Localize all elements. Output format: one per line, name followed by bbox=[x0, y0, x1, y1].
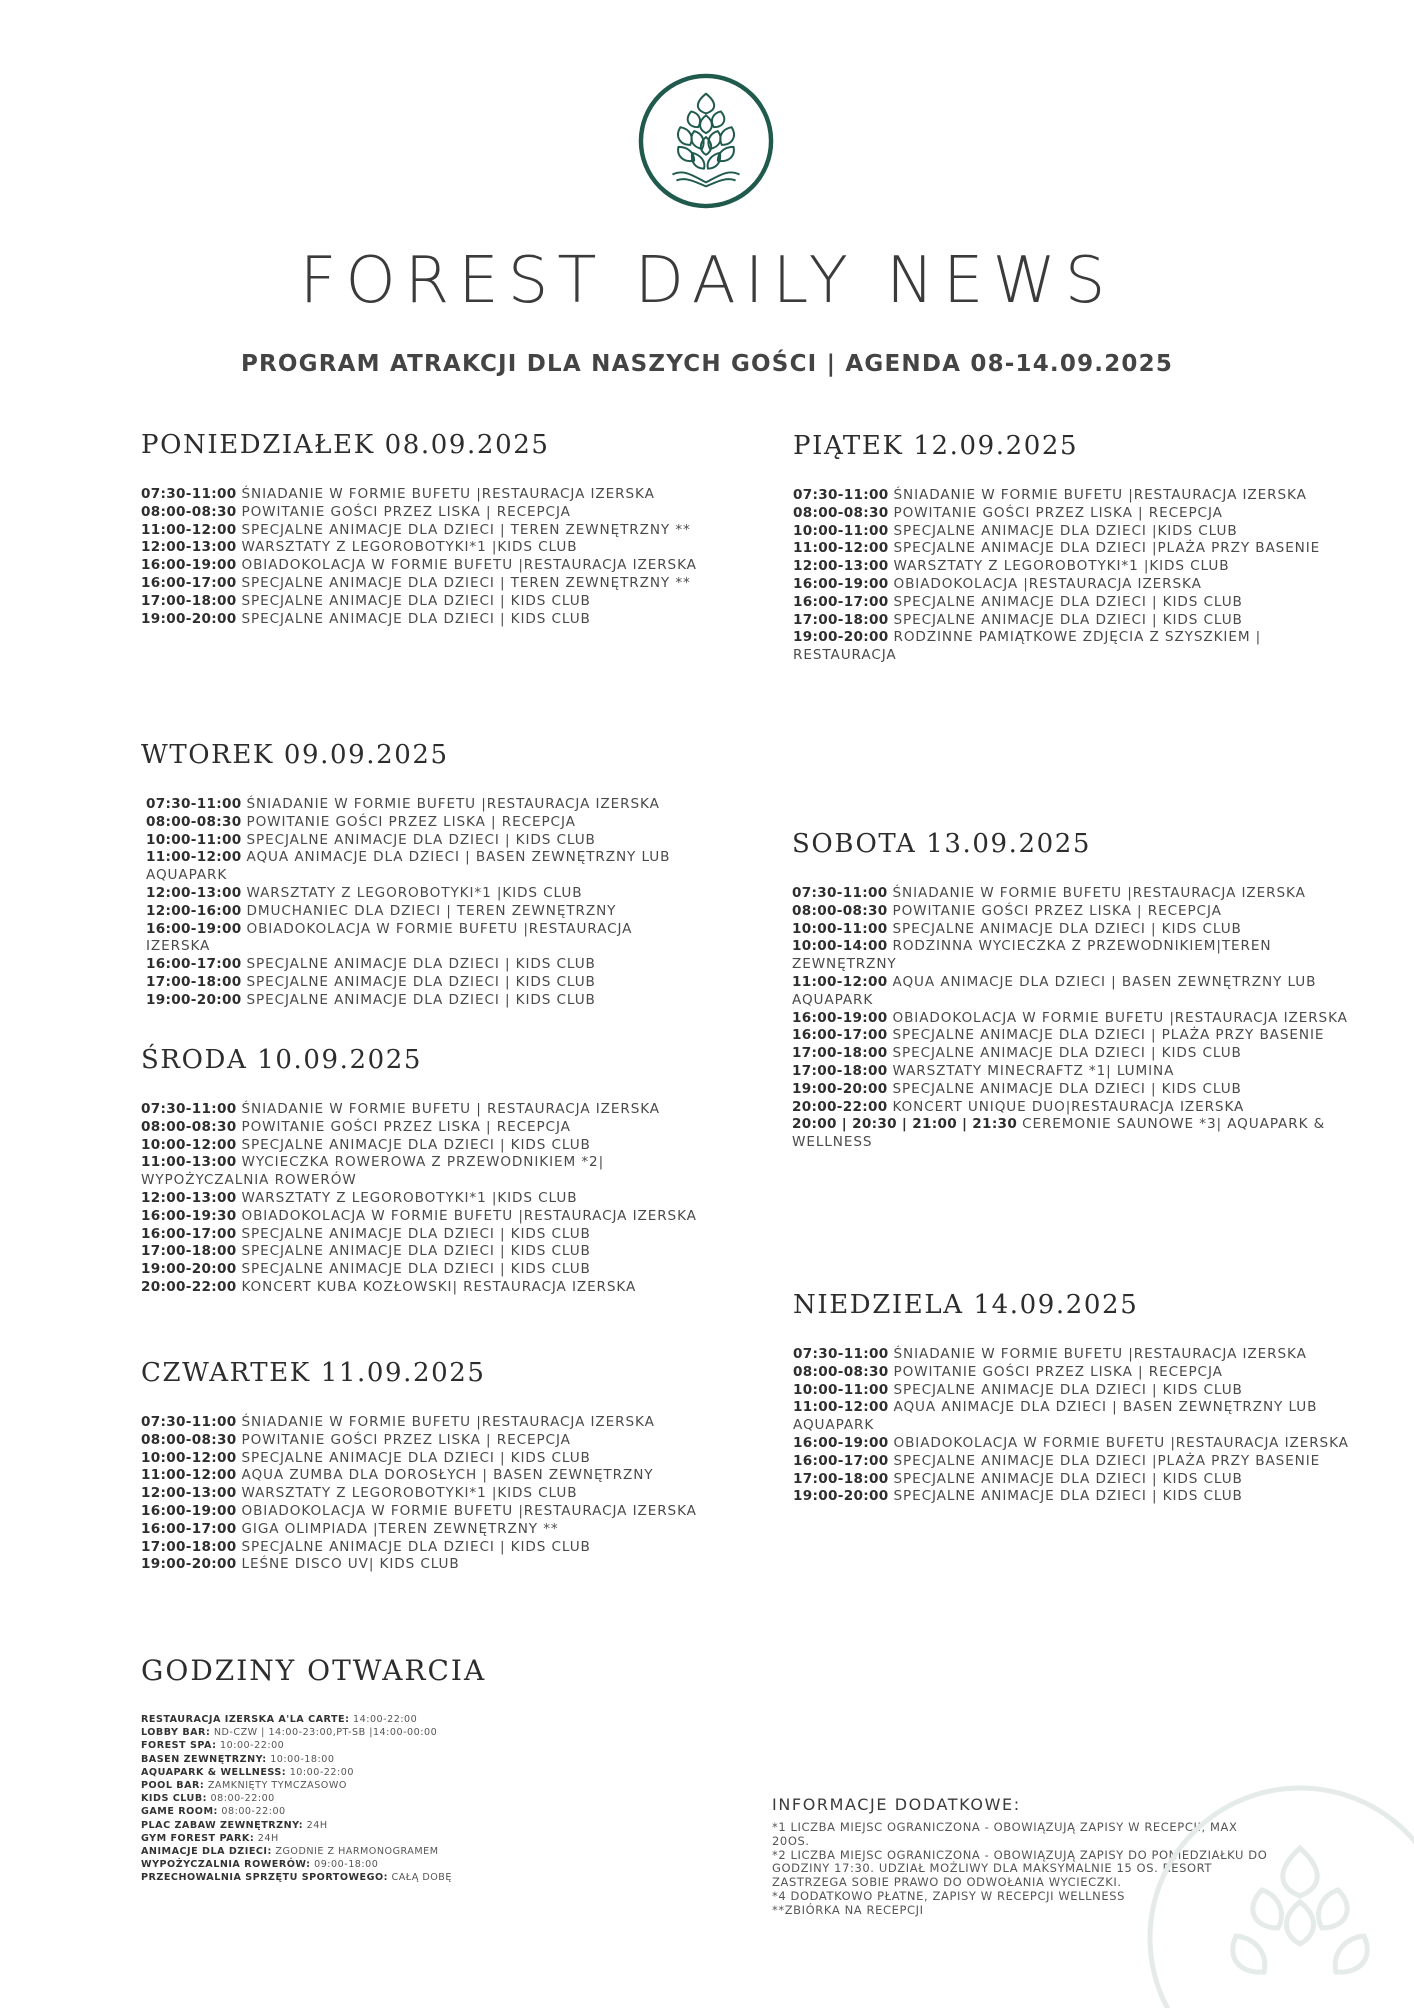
entry-time: 20:00 | 20:30 | 21:00 | 21:30 bbox=[792, 1116, 1018, 1133]
venue-name: BASEN ZEWNĘTRZNY: bbox=[141, 1753, 267, 1765]
opening-hours-item bbox=[141, 1832, 661, 1845]
day-monday bbox=[141, 430, 701, 628]
entry-text: OBIADOKOLACJA W FORMIE BUFETU |RESTAURACJA IZERSKA bbox=[241, 1207, 697, 1224]
schedule-entry bbox=[141, 1556, 701, 1574]
entry-time: 11:00-12:00 bbox=[146, 849, 242, 866]
schedule-entry bbox=[141, 1432, 701, 1450]
schedule-entry bbox=[793, 505, 1353, 523]
info-note: *2 LICZBA MIEJSC OGRANICZONA - OBOWIĄZUJĄ ZAPISY DO PONIEDZIAŁKU DO GODZINY 17:30. UDZIAŁ MOŻLIWY DLA MAKSYMALNIE 15 OS. RESORT ZASTRZEGA SOBIE PRAWO DO ODWOŁANIA WYCIECZKI. bbox=[772, 1847, 1268, 1890]
schedule-entry bbox=[141, 593, 701, 611]
entry-time: 19:00-20:00 bbox=[793, 629, 889, 646]
schedule-entry bbox=[792, 1045, 1352, 1063]
entry-time: 08:00-08:30 bbox=[141, 1118, 237, 1135]
entry-text: WARSZTATY Z LEGOROBOTYKI*1 |KIDS CLUB bbox=[241, 1189, 578, 1206]
schedule-entry bbox=[792, 938, 1352, 974]
venue-hours: 08:00-22:00 bbox=[210, 1793, 275, 1805]
entry-time: 17:00-18:00 bbox=[792, 1045, 888, 1062]
day-wednesday bbox=[141, 1045, 701, 1297]
opening-hours-title: GODZINY OTWARCIA bbox=[141, 1654, 487, 1687]
entry-time: 16:00-19:00 bbox=[792, 1009, 888, 1026]
schedule-entry bbox=[793, 523, 1353, 541]
day-saturday bbox=[792, 829, 1352, 1152]
venue-hours: 09:00-18:00 bbox=[314, 1859, 379, 1871]
entry-text: AQUA ANIMACJE DLA DZIECI | BASEN ZEWNĘTRZNY LUB AQUAPARK bbox=[146, 849, 671, 884]
entry-time: 07:30-11:00 bbox=[141, 486, 237, 502]
entry-text: SPECJALNE ANIMACJE DLA DZIECI | TEREN ZEWNĘTRZNY ** bbox=[241, 574, 691, 591]
entry-text: SPECJALNE ANIMACJE DLA DZIECI | KIDS CLUB bbox=[892, 920, 1242, 937]
opening-hours-item bbox=[141, 1792, 661, 1805]
schedule-entry bbox=[146, 921, 701, 957]
schedule-entry bbox=[141, 504, 701, 522]
entry-time: 10:00-12:00 bbox=[141, 1136, 237, 1153]
entry-time: 07:30-11:00 bbox=[141, 1101, 237, 1117]
entry-time: 17:00-18:00 bbox=[792, 1062, 888, 1079]
day-title: NIEDZIELA 14.09.2025 bbox=[793, 1290, 1139, 1320]
entry-text: AQUA ANIMACJE DLA DZIECI | BASEN ZEWNĘTRZNY LUB AQUAPARK bbox=[792, 973, 1317, 1008]
schedule-entry bbox=[792, 1116, 1352, 1152]
day-title: CZWARTEK 11.09.2025 bbox=[141, 1358, 486, 1388]
day-title: SOBOTA 13.09.2025 bbox=[792, 829, 1092, 859]
day-title: WTOREK 09.09.2025 bbox=[141, 740, 449, 770]
venue-name: ANIMACJE DLA DZIECI: bbox=[141, 1846, 272, 1858]
venue-hours: ZAMKNIĘTY TYMCZASOWO bbox=[207, 1780, 347, 1792]
entry-text: WARSZTATY Z LEGOROBOTYKI*1 |KIDS CLUB bbox=[893, 558, 1230, 575]
entry-text: SPECJALNE ANIMACJE DLA DZIECI | KIDS CLUB bbox=[241, 610, 591, 627]
entry-time: 17:00-18:00 bbox=[141, 1243, 237, 1260]
schedule-entry bbox=[792, 974, 1352, 1010]
page-title: FOREST DAILY NEWS bbox=[299, 244, 1115, 318]
entry-text: SPECJALNE ANIMACJE DLA DZIECI | KIDS CLUB bbox=[241, 1449, 591, 1466]
entry-time: 07:30-11:00 bbox=[146, 796, 242, 812]
schedule-entry bbox=[793, 1453, 1353, 1471]
entry-text: ŚNIADANIE W FORMIE BUFETU |RESTAURACJA IZERSKA bbox=[246, 796, 660, 812]
entry-time: 16:00-17:00 bbox=[141, 1225, 237, 1242]
entry-text: SPECJALNE ANIMACJE DLA DZIECI | KIDS CLUB bbox=[893, 611, 1243, 628]
day-title: PONIEDZIAŁEK 08.09.2025 bbox=[141, 430, 550, 460]
info-note: **ZBIÓRKA NA RECEPCJI bbox=[772, 1902, 924, 1917]
entry-text: POWITANIE GOŚCI PRZEZ LISKA | RECEPCJA bbox=[892, 902, 1222, 919]
entry-text: KONCERT UNIQUE DUO|RESTAURACJA IZERSKA bbox=[892, 1098, 1245, 1115]
schedule-entry bbox=[793, 1471, 1353, 1489]
venue-name: FOREST SPA: bbox=[141, 1740, 217, 1752]
schedule-entry bbox=[141, 1243, 701, 1261]
entry-text: POWITANIE GOŚCI PRZEZ LISKA | RECEPCJA bbox=[241, 503, 571, 520]
entry-text: SPECJALNE ANIMACJE DLA DZIECI | KIDS CLUB bbox=[246, 831, 596, 848]
opening-hours-item bbox=[141, 1726, 661, 1739]
info-note: *4 DODATKOWO PŁATNE, ZAPISY W RECEPCJI WELLNESS bbox=[772, 1888, 1126, 1903]
entry-time: 12:00-13:00 bbox=[146, 884, 242, 901]
schedule-entry bbox=[146, 992, 701, 1010]
opening-hours-item bbox=[141, 1766, 661, 1779]
schedule-list bbox=[146, 796, 701, 1010]
venue-name: GAME ROOM: bbox=[141, 1806, 218, 1818]
schedule-entry bbox=[146, 796, 701, 814]
schedule-entry bbox=[793, 1346, 1353, 1364]
schedule-list bbox=[141, 1101, 701, 1297]
opening-hours-item bbox=[141, 1845, 661, 1858]
day-friday bbox=[793, 431, 1353, 665]
schedule-entry bbox=[793, 487, 1353, 505]
entry-text: WARSZTATY Z LEGOROBOTYKI*1 |KIDS CLUB bbox=[241, 539, 578, 556]
entry-time: 19:00-20:00 bbox=[792, 1080, 888, 1097]
schedule-entry bbox=[141, 1503, 701, 1521]
entry-time: 11:00-12:00 bbox=[792, 973, 888, 990]
entry-text: OBIADOKOLACJA W FORMIE BUFETU |RESTAURACJA IZERSKA bbox=[146, 920, 633, 955]
venue-hours: 08:00-22:00 bbox=[221, 1806, 286, 1818]
schedule-entry bbox=[141, 1485, 701, 1503]
entry-time: 19:00-20:00 bbox=[146, 991, 242, 1008]
entry-time: 12:00-13:00 bbox=[141, 1485, 237, 1502]
opening-hours-item bbox=[141, 1779, 661, 1792]
schedule-entry bbox=[793, 1435, 1353, 1453]
entry-time: 17:00-18:00 bbox=[793, 611, 889, 628]
venue-hours: 24H bbox=[257, 1832, 279, 1844]
entry-text: OBIADOKOLACJA W FORMIE BUFETU |RESTAURACJA IZERSKA bbox=[241, 557, 697, 574]
entry-text: SPECJALNE ANIMACJE DLA DZIECI | KIDS CLUB bbox=[893, 1381, 1243, 1398]
venue-name: RESTAURACJA IZERSKA A'LA CARTE: bbox=[141, 1714, 350, 1725]
entry-text: SPECJALNE ANIMACJE DLA DZIECI | KIDS CLUB bbox=[241, 1136, 591, 1153]
entry-text: KONCERT KUBA KOZŁOWSKI| RESTAURACJA IZERSKA bbox=[241, 1278, 637, 1295]
schedule-entry bbox=[146, 974, 701, 992]
day-title: PIĄTEK 12.09.2025 bbox=[793, 431, 1079, 461]
entry-time: 07:30-11:00 bbox=[793, 1346, 889, 1362]
entry-time: 16:00-19:00 bbox=[146, 920, 242, 937]
entry-time: 10:00-14:00 bbox=[792, 938, 888, 955]
entry-time: 19:00-20:00 bbox=[141, 1261, 237, 1278]
schedule-entry bbox=[146, 814, 701, 832]
info-note: *1 LICZBA MIEJSC OGRANICZONA - OBOWIĄZUJĄ ZAPISY W RECEPCJI, MAX 20OS. bbox=[772, 1820, 1238, 1848]
schedule-entry bbox=[141, 1450, 701, 1468]
entry-text: SPECJALNE ANIMACJE DLA DZIECI | KIDS CLUB bbox=[892, 1045, 1242, 1062]
entry-text: SPECJALNE ANIMACJE DLA DZIECI | KIDS CLUB bbox=[241, 592, 591, 609]
entry-time: 08:00-08:30 bbox=[141, 503, 237, 520]
schedule-entry bbox=[792, 921, 1352, 939]
day-tuesday bbox=[141, 740, 701, 1010]
schedule-entry bbox=[141, 1208, 701, 1226]
opening-hours-item bbox=[141, 1871, 661, 1884]
venue-name: KIDS CLUB: bbox=[141, 1793, 207, 1805]
entry-text: ŚNIADANIE W FORMIE BUFETU |RESTAURACJA IZERSKA bbox=[892, 885, 1306, 901]
entry-text: OBIADOKOLACJA W FORMIE BUFETU |RESTAURACJA IZERSKA bbox=[893, 1434, 1349, 1451]
schedule-entry bbox=[146, 832, 701, 850]
schedule-entry bbox=[792, 1099, 1352, 1117]
entry-text: WARSZTATY MINECRAFTZ *1| LUMINA bbox=[892, 1062, 1175, 1079]
schedule-entry bbox=[793, 1399, 1353, 1435]
schedule-entry bbox=[146, 956, 701, 974]
entry-text: WARSZTATY Z LEGOROBOTYKI*1 |KIDS CLUB bbox=[246, 884, 583, 901]
venue-hours: 14:00-22:00 bbox=[353, 1714, 418, 1725]
schedule-entry bbox=[793, 540, 1353, 558]
entry-time: 07:30-11:00 bbox=[793, 487, 889, 503]
entry-time: 17:00-18:00 bbox=[793, 1470, 889, 1487]
entry-time: 17:00-18:00 bbox=[141, 592, 237, 609]
opening-hours-item bbox=[141, 1819, 661, 1832]
page-subtitle: PROGRAM ATRAKCJI DLA NASZYCH GOŚCI | AGENDA 08-14.09.2025 bbox=[240, 351, 1174, 377]
entry-text: POWITANIE GOŚCI PRZEZ LISKA | RECEPCJA bbox=[241, 1118, 571, 1135]
schedule-entry bbox=[141, 1226, 701, 1244]
entry-time: 16:00-17:00 bbox=[146, 956, 242, 973]
entry-text: SPECJALNE ANIMACJE DLA DZIECI | KIDS CLUB bbox=[246, 973, 596, 990]
entry-time: 08:00-08:30 bbox=[793, 504, 889, 521]
schedule-list bbox=[141, 486, 701, 628]
entry-time: 12:00-13:00 bbox=[793, 558, 889, 575]
schedule-entry bbox=[141, 1101, 701, 1119]
entry-time: 12:00-13:00 bbox=[141, 1189, 237, 1206]
entry-text: SPECJALNE ANIMACJE DLA DZIECI |PLAŻA PRZY BASENIE bbox=[893, 1452, 1321, 1469]
opening-hours-item bbox=[141, 1805, 661, 1818]
entry-text: SPECJALNE ANIMACJE DLA DZIECI | KIDS CLUB bbox=[246, 991, 596, 1008]
schedule-entry bbox=[793, 594, 1353, 612]
venue-hours: ND-CZW | 14:00-23:00,PT-SB |14:00-00:00 bbox=[213, 1727, 438, 1739]
schedule-entry bbox=[793, 558, 1353, 576]
venue-name: AQUAPARK & WELLNESS: bbox=[141, 1766, 287, 1778]
schedule-list bbox=[793, 1346, 1353, 1506]
schedule-entry bbox=[141, 1414, 701, 1432]
entry-time: 12:00-13:00 bbox=[141, 539, 237, 556]
schedule-entry bbox=[141, 1154, 701, 1190]
venue-name: PRZECHOWALNIA SPRZĘTU SPORTOWEGO: bbox=[141, 1872, 388, 1884]
schedule-entry bbox=[146, 849, 701, 885]
entry-text: ŚNIADANIE W FORMIE BUFETU |RESTAURACJA IZERSKA bbox=[893, 487, 1307, 503]
entry-text: SPECJALNE ANIMACJE DLA DZIECI | KIDS CLUB bbox=[241, 1538, 591, 1555]
opening-hours bbox=[141, 1654, 661, 1885]
entry-time: 10:00-11:00 bbox=[146, 831, 242, 848]
entry-text: SPECJALNE ANIMACJE DLA DZIECI |PLAŻA PRZY BASENIE bbox=[893, 540, 1321, 557]
schedule-entry bbox=[141, 1137, 701, 1155]
entry-text: POWITANIE GOŚCI PRZEZ LISKA | RECEPCJA bbox=[893, 1363, 1223, 1380]
entry-text: CEREMONIE SAUNOWE *3| AQUAPARK & WELLNESS bbox=[792, 1116, 1326, 1151]
entry-text: SPECJALNE ANIMACJE DLA DZIECI | KIDS CLUB bbox=[241, 1243, 591, 1260]
entry-text: SPECJALNE ANIMACJE DLA DZIECI | TEREN ZEWNĘTRZNY ** bbox=[241, 521, 691, 538]
entry-text: AQUA ZUMBA DLA DOROSŁYCH | BASEN ZEWNĘTRZNY bbox=[241, 1467, 654, 1484]
venue-name: PLAC ZABAW ZEWNĘTRZNY: bbox=[141, 1819, 304, 1831]
entry-text: OBIADOKOLACJA W FORMIE BUFETU |RESTAURACJA IZERSKA bbox=[892, 1009, 1348, 1026]
venue-hours: 10:00-22:00 bbox=[220, 1740, 285, 1752]
pinecone-logo-icon bbox=[637, 72, 775, 210]
entry-text: RODZINNA WYCIECZKA Z PRZEWODNIKIEM|TEREN ZEWNĘTRZNY bbox=[792, 938, 1272, 973]
entry-time: 11:00-13:00 bbox=[141, 1154, 237, 1171]
opening-hours-item bbox=[141, 1739, 661, 1752]
schedule-list bbox=[793, 487, 1353, 665]
schedule-entry bbox=[141, 575, 701, 593]
day-sunday bbox=[793, 1290, 1353, 1506]
schedule-entry bbox=[793, 629, 1353, 665]
schedule-entry bbox=[141, 486, 701, 504]
schedule-entry bbox=[141, 1119, 701, 1137]
pinecone-watermark-icon bbox=[1140, 1768, 1414, 2008]
opening-hours-item bbox=[141, 1713, 661, 1726]
venue-name: WYPOŻYCZALNIA ROWERÓW: bbox=[141, 1859, 311, 1871]
entry-text: GIGA OLIMPIADA |TEREN ZEWNĘTRZNY ** bbox=[241, 1520, 559, 1537]
entry-time: 16:00-17:00 bbox=[792, 1027, 888, 1044]
entry-text: POWITANIE GOŚCI PRZEZ LISKA | RECEPCJA bbox=[241, 1431, 571, 1448]
entry-text: SPECJALNE ANIMACJE DLA DZIECI | KIDS CLUB bbox=[893, 1470, 1243, 1487]
entry-text: SPECJALNE ANIMACJE DLA DZIECI |KIDS CLUB bbox=[893, 522, 1238, 539]
entry-time: 12:00-16:00 bbox=[146, 902, 242, 919]
entry-time: 08:00-08:30 bbox=[146, 813, 242, 830]
entry-text: ŚNIADANIE W FORMIE BUFETU |RESTAURACJA IZERSKA bbox=[893, 1346, 1307, 1362]
schedule-entry bbox=[141, 1279, 701, 1297]
entry-time: 17:00-18:00 bbox=[141, 1538, 237, 1555]
schedule-entry bbox=[793, 612, 1353, 630]
entry-time: 20:00-22:00 bbox=[792, 1098, 888, 1115]
venue-name: LOBBY BAR: bbox=[141, 1727, 211, 1739]
entry-text: RODZINNE PAMIĄTKOWE ZDJĘCIA Z SZYSZKIEM | RESTAURACJA bbox=[793, 629, 1262, 664]
entry-time: 07:30-11:00 bbox=[141, 1414, 237, 1430]
opening-hours-list bbox=[141, 1713, 661, 1885]
schedule-entry bbox=[793, 1364, 1353, 1382]
entry-text: DMUCHANIEC DLA DZIECI | TEREN ZEWNĘTRZNY bbox=[246, 902, 617, 919]
entry-time: 16:00-19:00 bbox=[141, 1502, 237, 1519]
entry-time: 10:00-11:00 bbox=[793, 522, 889, 539]
entry-time: 16:00-19:00 bbox=[793, 1434, 889, 1451]
venue-name: POOL BAR: bbox=[141, 1780, 205, 1792]
schedule-entry bbox=[146, 903, 701, 921]
entry-text: ŚNIADANIE W FORMIE BUFETU |RESTAURACJA IZERSKA bbox=[241, 486, 655, 502]
schedule-entry bbox=[793, 576, 1353, 594]
venue-name: GYM FOREST PARK: bbox=[141, 1832, 255, 1844]
schedule-list bbox=[792, 885, 1352, 1152]
entry-text: OBIADOKOLACJA |RESTAURACJA IZERSKA bbox=[893, 575, 1202, 592]
venue-hours: ZGODNIE Z HARMONOGRAMEM bbox=[275, 1846, 439, 1858]
schedule-entry bbox=[146, 885, 701, 903]
venue-hours: 10:00-22:00 bbox=[289, 1766, 354, 1778]
entry-time: 19:00-20:00 bbox=[141, 610, 237, 627]
entry-time: 10:00-11:00 bbox=[793, 1381, 889, 1398]
entry-time: 11:00-12:00 bbox=[141, 1467, 237, 1484]
schedule-entry bbox=[793, 1488, 1353, 1506]
venue-hours: 24H bbox=[306, 1819, 328, 1831]
schedule-entry bbox=[141, 1539, 701, 1557]
entry-text: SPECJALNE ANIMACJE DLA DZIECI | PLAŻA PRZY BASENIE bbox=[892, 1027, 1325, 1044]
entry-text: SPECJALNE ANIMACJE DLA DZIECI | KIDS CLUB bbox=[246, 956, 596, 973]
entry-text: WARSZTATY Z LEGOROBOTYKI*1 |KIDS CLUB bbox=[241, 1485, 578, 1502]
entry-time: 20:00-22:00 bbox=[141, 1278, 237, 1295]
opening-hours-item bbox=[141, 1753, 661, 1766]
schedule-list bbox=[141, 1414, 701, 1574]
entry-time: 08:00-08:30 bbox=[792, 902, 888, 919]
schedule-entry bbox=[792, 1010, 1352, 1028]
entry-time: 16:00-17:00 bbox=[141, 574, 237, 591]
entry-time: 08:00-08:30 bbox=[793, 1363, 889, 1380]
entry-time: 16:00-17:00 bbox=[793, 1452, 889, 1469]
entry-text: ŚNIADANIE W FORMIE BUFETU | RESTAURACJA IZERSKA bbox=[241, 1101, 660, 1117]
schedule-entry bbox=[141, 611, 701, 629]
entry-text: SPECJALNE ANIMACJE DLA DZIECI | KIDS CLUB bbox=[241, 1261, 591, 1278]
entry-time: 19:00-20:00 bbox=[793, 1488, 889, 1505]
entry-time: 19:00-20:00 bbox=[141, 1556, 237, 1573]
schedule-entry bbox=[141, 1190, 701, 1208]
schedule-entry bbox=[141, 1521, 701, 1539]
schedule-entry bbox=[793, 1382, 1353, 1400]
entry-text: OBIADOKOLACJA W FORMIE BUFETU |RESTAURACJA IZERSKA bbox=[241, 1502, 697, 1519]
venue-hours: CAŁĄ DOBĘ bbox=[391, 1872, 452, 1884]
entry-time: 11:00-12:00 bbox=[793, 1399, 889, 1416]
entry-time: 11:00-12:00 bbox=[793, 540, 889, 557]
entry-text: SPECJALNE ANIMACJE DLA DZIECI | KIDS CLUB bbox=[893, 1488, 1243, 1505]
day-title: ŚRODA 10.09.2025 bbox=[141, 1045, 423, 1075]
entry-text: LEŚNE DISCO UV| KIDS CLUB bbox=[241, 1556, 460, 1573]
entry-text: AQUA ANIMACJE DLA DZIECI | BASEN ZEWNĘTRZNY LUB AQUAPARK bbox=[793, 1399, 1318, 1434]
schedule-entry bbox=[792, 885, 1352, 903]
schedule-entry bbox=[792, 1027, 1352, 1045]
entry-time: 16:00-17:00 bbox=[793, 593, 889, 610]
entry-time: 11:00-12:00 bbox=[141, 521, 237, 538]
schedule-entry bbox=[792, 1081, 1352, 1099]
entry-text: ŚNIADANIE W FORMIE BUFETU |RESTAURACJA IZERSKA bbox=[241, 1414, 655, 1430]
schedule-entry bbox=[792, 903, 1352, 921]
schedule-entry bbox=[141, 1467, 701, 1485]
day-thursday bbox=[141, 1358, 701, 1574]
entry-time: 16:00-19:00 bbox=[141, 557, 237, 574]
opening-hours-item bbox=[141, 1858, 661, 1871]
additional-info-title: INFORMACJE DODATKOWE: bbox=[772, 1795, 1021, 1814]
entry-text: POWITANIE GOŚCI PRZEZ LISKA | RECEPCJA bbox=[246, 813, 576, 830]
entry-text: WYCIECZKA ROWEROWA Z PRZEWODNIKIEM *2| WYPOŻYCZALNIA ROWERÓW bbox=[141, 1154, 605, 1189]
entry-time: 17:00-18:00 bbox=[146, 973, 242, 990]
entry-text: SPECJALNE ANIMACJE DLA DZIECI | KIDS CLUB bbox=[241, 1225, 591, 1242]
entry-time: 07:30-11:00 bbox=[792, 885, 888, 901]
schedule-entry bbox=[141, 557, 701, 575]
entry-time: 16:00-19:30 bbox=[141, 1207, 237, 1224]
entry-time: 10:00-12:00 bbox=[141, 1449, 237, 1466]
entry-time: 10:00-11:00 bbox=[792, 920, 888, 937]
entry-time: 16:00-17:00 bbox=[141, 1520, 237, 1537]
schedule-entry bbox=[141, 522, 701, 540]
schedule-entry bbox=[141, 539, 701, 557]
entry-text: SPECJALNE ANIMACJE DLA DZIECI | KIDS CLUB bbox=[892, 1080, 1242, 1097]
schedule-entry bbox=[792, 1063, 1352, 1081]
entry-time: 08:00-08:30 bbox=[141, 1431, 237, 1448]
entry-text: POWITANIE GOŚCI PRZEZ LISKA | RECEPCJA bbox=[893, 504, 1223, 521]
venue-hours: 10:00-18:00 bbox=[270, 1753, 335, 1765]
schedule-entry bbox=[141, 1261, 701, 1279]
entry-text: SPECJALNE ANIMACJE DLA DZIECI | KIDS CLUB bbox=[893, 593, 1243, 610]
entry-time: 16:00-19:00 bbox=[793, 575, 889, 592]
